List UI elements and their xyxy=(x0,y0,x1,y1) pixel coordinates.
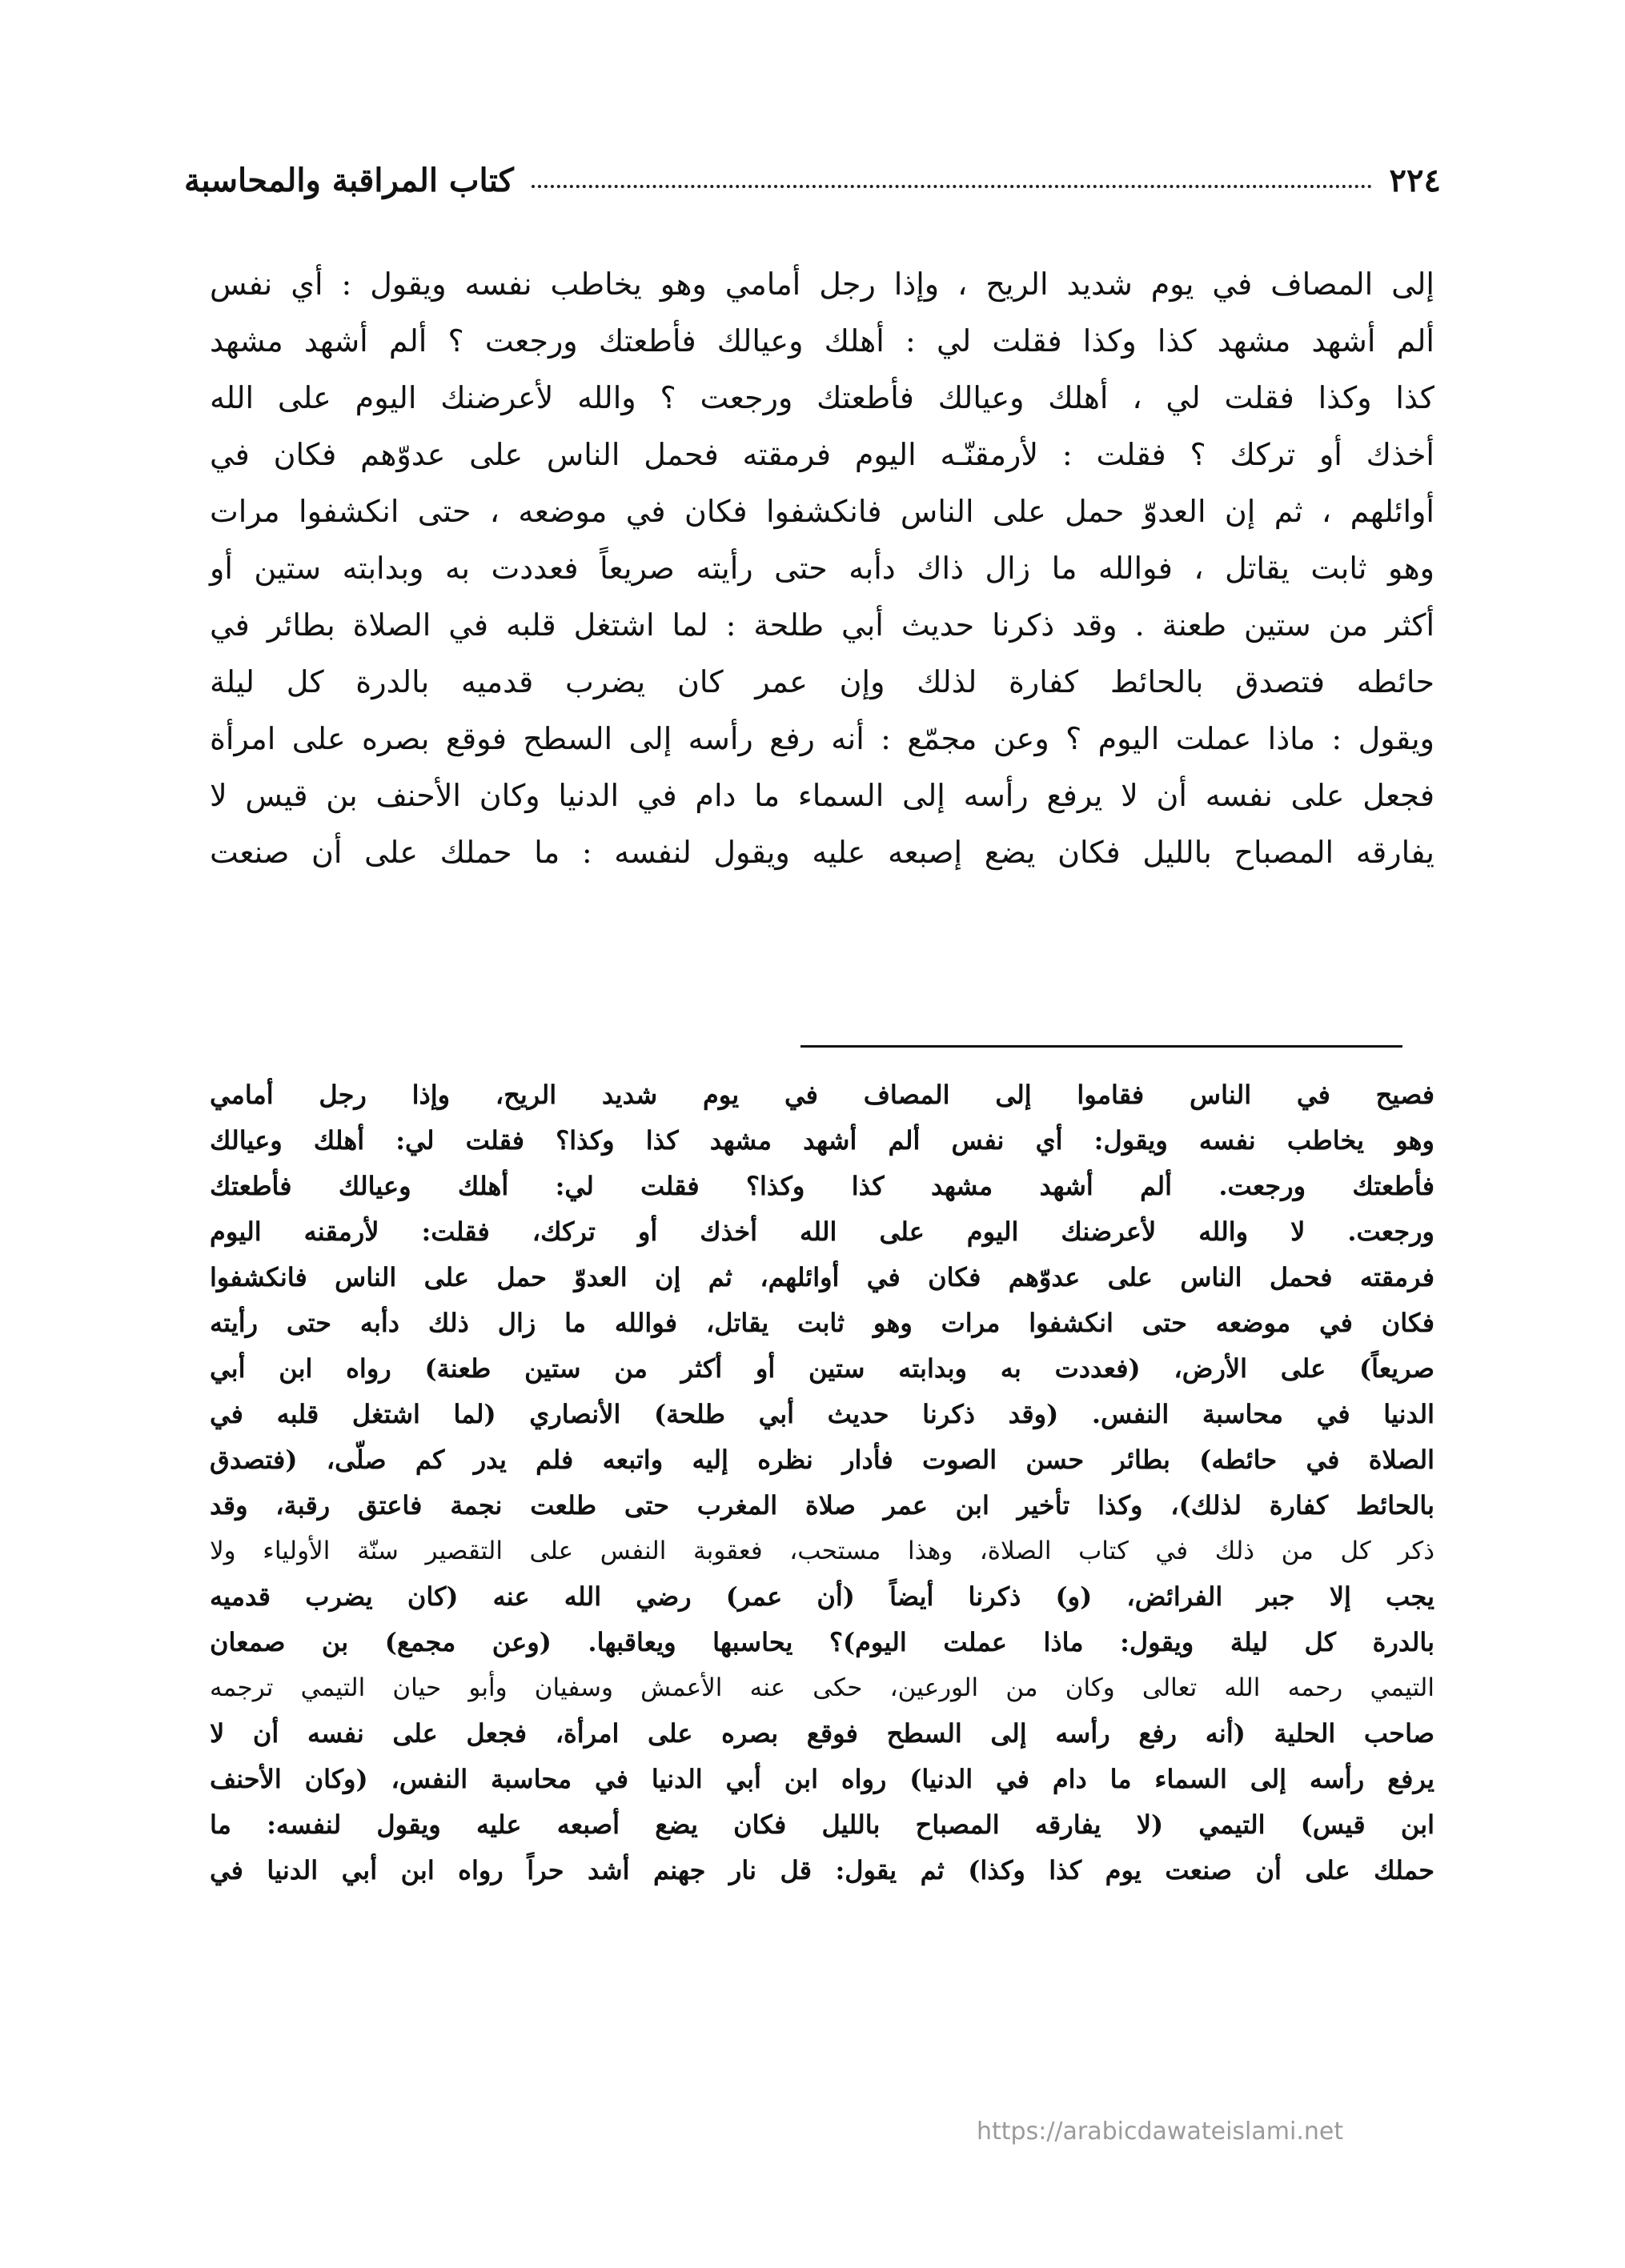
header-dotted-leader xyxy=(532,185,1372,188)
main-text-line: وهو ثابت يقاتل ، فوالله ما زال ذاك دأبه حتى رأيته صريعاً فعددت به وبدابته ستين أو xyxy=(210,551,1434,586)
commentary-line: فأطعتك ورجعت. ألم أشهد مشهد كذا وكذا؟ فقلت لي: أهلك وعيالك فأطعتك xyxy=(210,1171,1434,1201)
main-text-line: يفارقه المصباح بالليل فكان يضع إصبعه عليه ويقول لنفسه : ما حملك على أن صنعت xyxy=(210,835,1434,870)
commentary-line: الدنيا في محاسبة النفس. (وقد ذكرنا حديث أبي طلحة) الأنصاري (لما اشتغل قلبه في xyxy=(210,1399,1434,1429)
commentary-line: ورجعت. لا والله لأعرضنك اليوم على الله أخذك أو تركك، فقلت: لأرمقنه اليوم xyxy=(210,1216,1434,1247)
commentary-line: بالحائط كفارة لذلك)، وكذا تأخير ابن عمر صلاة المغرب حتى طلعت نجمة فاعتق رقبة، وقد xyxy=(210,1490,1434,1521)
commentary-line: وهو يخاطب نفسه ويقول: أي نفس ألم أشهد مشهد كذا وكذا؟ فقلت لي: أهلك وعيالك xyxy=(210,1125,1434,1156)
main-text-line: ويقول : ماذا عملت اليوم ؟ وعن مجمّع : أنه رفع رأسه إلى السطح فوقع بصره على امرأة xyxy=(210,721,1434,756)
main-text-line: فجعل على نفسه أن لا يرفع رأسه إلى السماء ما دام في الدنيا وكان الأحنف بن قيس لا xyxy=(210,778,1434,813)
commentary-block xyxy=(210,1072,1434,1893)
source-watermark: https://arabicdawateislami.net xyxy=(977,2118,1344,2146)
commentary-line: حملك على أن صنعت يوم كذا وكذا) ثم يقول: قل نار جهنم أشد حراً رواه ابن أبي الدنيا في xyxy=(210,1855,1434,1885)
commentary-line: التيمي رحمه الله تعالى وكان من الورعين، حكى عنه الأعمش وسفيان وأبو حيان التيمي ترجمه xyxy=(210,1673,1434,1702)
main-text-line: حائطه فتصدق بالحائط كفارة لذلك وإن عمر كان يضرب قدميه بالدرة كل ليلة xyxy=(210,664,1434,699)
commentary-line: صاحب الحلية (أنه رفع رأسه إلى السطح فوقع بصره على امرأة، فجعل على نفسه أن لا xyxy=(210,1718,1434,1749)
main-text-line: إلى المصاف في يوم شديد الريح ، وإذا رجل أمامي وهو يخاطب نفسه ويقول : أي نفس xyxy=(210,266,1434,302)
book-title: كتاب المراقبة والمحاسبة xyxy=(184,161,514,199)
main-text-line: أخذك أو تركك ؟ فقلت : لأرمقنّـه اليوم فرمقته فحمل الناس على عدوّهم فكان في xyxy=(210,437,1434,472)
page-header xyxy=(184,152,1441,208)
commentary-line: ذكر كل من ذلك في كتاب الصلاة، وهذا مستحب، فعقوبة النفس على التقصير سنّة الأولياء ولا xyxy=(210,1537,1434,1565)
main-text-line: أكثر من ستين طعنة . وقد ذكرنا حديث أبي طلحة : لما اشتغل قلبه في الصلاة بطائر في xyxy=(210,607,1434,643)
footnote-separator xyxy=(800,1045,1402,1048)
commentary-line: يرفع رأسه إلى السماء ما دام في الدنيا) رواه ابن أبي الدنيا في محاسبة النفس، (وكان الأحنف xyxy=(210,1764,1434,1794)
main-text-block xyxy=(210,256,1434,881)
main-text-line: ألم أشهد مشهد كذا وكذا فقلت لي : أهلك وعيالك فأطعتك ورجعت ؟ ألم أشهد مشهد xyxy=(210,323,1434,359)
commentary-line: بالدرة كل ليلة ويقول: ماذا عملت اليوم)؟ يحاسبها ويعاقبها. (وعن مجمع) بن صمعان xyxy=(210,1627,1434,1657)
main-text-line: كذا وكذا فقلت لي ، أهلك وعيالك فأطعتك ورجعت ؟ والله لأعرضنك اليوم على الله xyxy=(210,380,1434,415)
commentary-line: ابن قيس) التيمي (لا يفارقه المصباح بالليل فكان يضع أصبعه عليه ويقول لنفسه: ما xyxy=(210,1809,1434,1840)
commentary-line: يجب إلا جبر الفرائض، (و) ذكرنا أيضاً (أن عمر) رضي الله عنه (كان يضرب قدميه xyxy=(210,1581,1434,1612)
main-text-line: أوائلهم ، ثم إن العدوّ حمل على الناس فانكشفوا فكان في موضعه ، حتى انكشفوا مرات xyxy=(210,494,1434,529)
commentary-line: الصلاة في حائطه) بطائر حسن الصوت فأدار نظره إليه واتبعه فلم يدر كم صلّى، (فتصدق xyxy=(210,1445,1434,1475)
commentary-line: فرمقته فحمل الناس على عدوّهم فكان في أوائلهم، ثم إن العدوّ حمل على الناس فانكشفوا xyxy=(210,1262,1434,1292)
commentary-line: فكان في موضعه حتى انكشفوا مرات وهو ثابت يقاتل، فوالله ما زال ذلك دأبه حتى رأيته xyxy=(210,1308,1434,1338)
commentary-line: فصيح في الناس فقاموا إلى المصاف في يوم شديد الريح، وإذا رجل أمامي xyxy=(210,1080,1434,1110)
page-number: ٢٢٤ xyxy=(1389,161,1441,199)
commentary-line: صريعاً) على الأرض، (فعددت به وبدابته ستين أو أكثر من ستين طعنة) رواه ابن أبي xyxy=(210,1353,1434,1384)
